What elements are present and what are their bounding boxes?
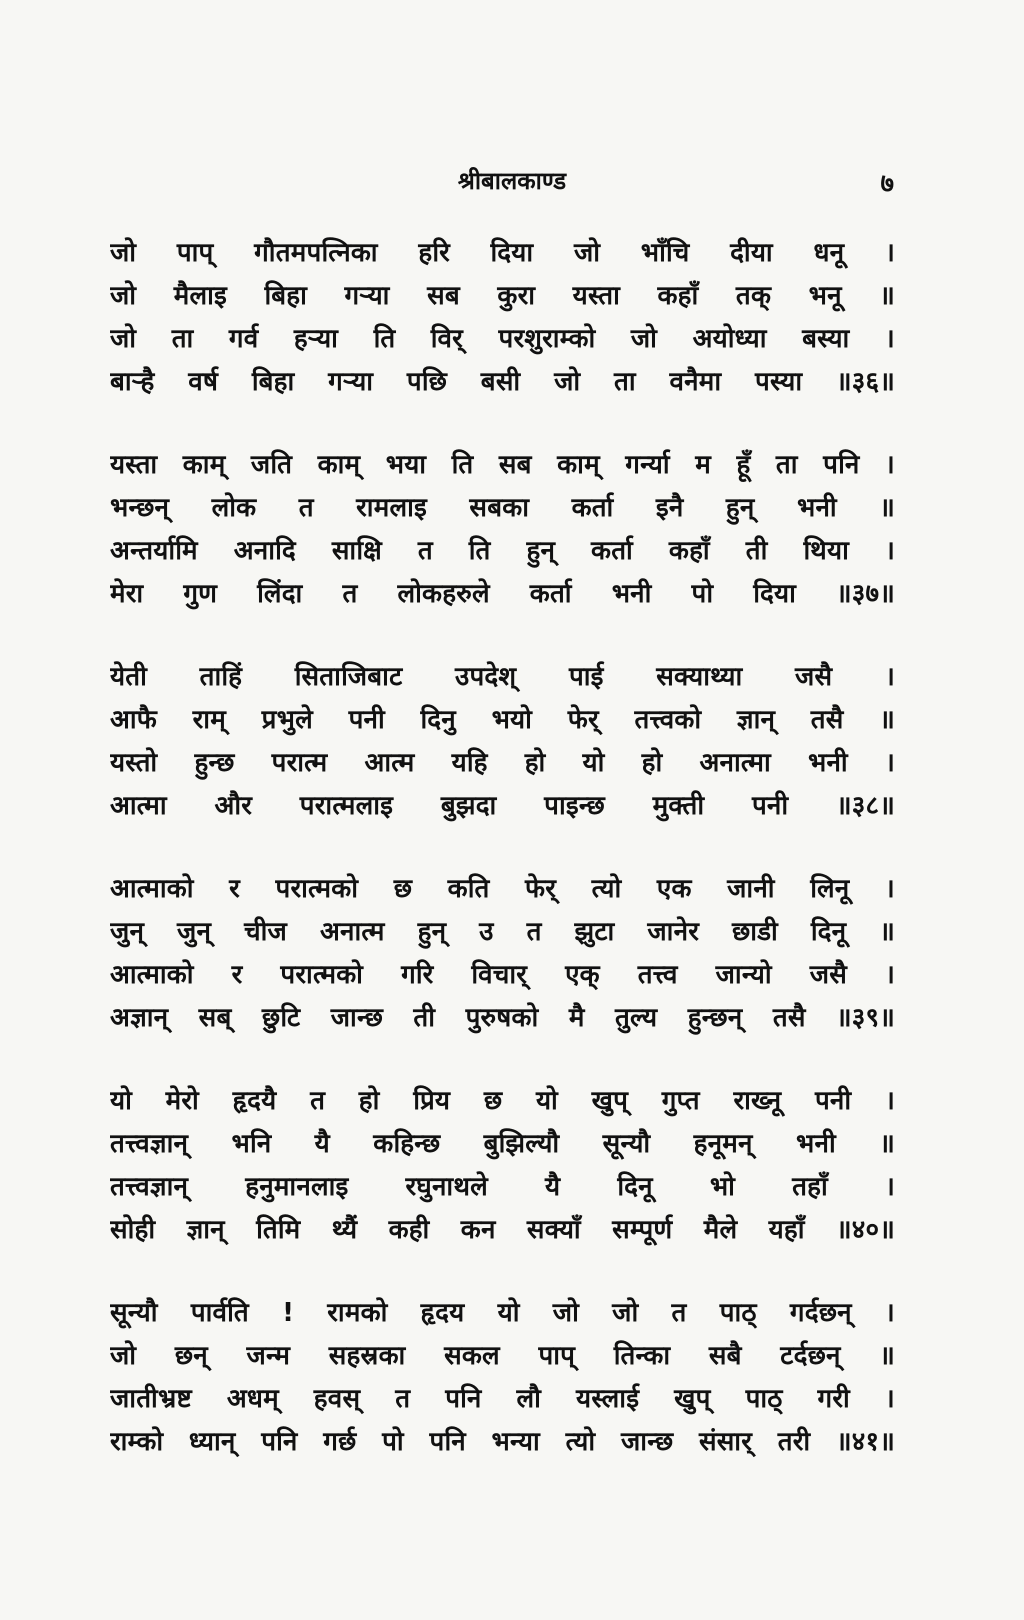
verse-line: तत्त्वज्ञान् हनुमानलाइ रघुनाथले यै दिनू भो तहाँ ।: [110, 1172, 895, 1202]
verse-line: येती ताहिं सिताजिबाट उपदेश् पाई सक्याथ्या जसै ।: [110, 662, 895, 692]
verse-line: राम्को ध्यान् पनि गर्छ पो पनि भन्या त्यो जान्छ संसार् तरी ॥४१॥: [110, 1427, 895, 1457]
verse-line: जो पाप् गौतमपत्निका हरि दिया जो भाँचि दीया धनू ।: [110, 238, 895, 268]
page-number: ७: [880, 169, 894, 199]
verse-line: जुन् जुन् चीज अनात्म हुन् उ त झुटा जानेर छाडी दिनू ॥: [110, 917, 895, 947]
verse-line: यस्तो हुन्छ परात्म आत्म यहि हो यो हो अनात्मा भनी ।: [110, 748, 895, 778]
verse-line: आफै राम् प्रभुले पनी दिनु भयो फेर् तत्त्वको ज्ञान् तसै ॥: [110, 705, 895, 735]
verse-line: आत्मा और परात्मलाइ बुझदा पाइन्छ मुक्ती पनी ॥३८॥: [110, 791, 895, 821]
page-title: श्रीबालकाण्ड: [457, 167, 567, 195]
verse-line: बाऱ्है वर्ष बिहा गऱ्या पछि बसी जो ता वनैमा पस्या ॥३६॥: [110, 367, 895, 397]
verse-line: जो छन् जन्म सहस्रका सकल पाप् तिन्का सबै टर्दछन् ॥: [110, 1341, 895, 1371]
verse-line: जो ता गर्व हऱ्या ति विर् परशुराम्को जो अयोध्या बस्या ।: [110, 324, 895, 354]
page-header: [0, 160, 1024, 200]
stanza-39: [110, 868, 895, 1040]
stanza-38: [110, 656, 895, 828]
stanza-40: [110, 1080, 895, 1252]
stanza-37: [110, 444, 895, 616]
stanza-41: [110, 1292, 895, 1464]
verse-line: सून्यौ पार्वति ! रामको हृदय यो जो जो त पाठ् गर्दछन् ।: [110, 1298, 895, 1328]
verse-line: मेरा गुण लिंदा त लोकहरुले कर्ता भनी पो दिया ॥३७॥: [110, 579, 895, 609]
verse-line: अज्ञान् सब् छुटि जान्छ ती पुरुषको मै तुल्य हुन्छन् तसै ॥३९॥: [110, 1003, 895, 1033]
verse-line: आत्माको र परात्मको छ कति फेर् त्यो एक जानी लिनू ।: [110, 874, 895, 904]
verse-line: भन्छन् लोक त रामलाइ सबका कर्ता इनै हुन् भनी ॥: [110, 493, 895, 523]
verse-line: जो मैलाइ बिहा गऱ्या सब कुरा यस्ता कहाँ तक् भनू ॥: [110, 281, 895, 311]
verse-line: तत्त्वज्ञान् भनि यै कहिन्छ बुझिल्यौ सून्यौ हनूमन् भनी ॥: [110, 1129, 895, 1159]
verse-body: [110, 232, 895, 1504]
verse-line: सोही ज्ञान् तिमि थ्यैं कही कन सक्याँ सम्पूर्ण मैले यहाँ ॥४०॥: [110, 1215, 895, 1245]
verse-line: यो मेरो हृदयै त हो प्रिय छ यो खुप् गुप्त राख्नू पनी ।: [110, 1086, 895, 1116]
stanza-36: [110, 232, 895, 404]
verse-line: आत्माको र परात्मको गरि विचार् एक् तत्त्व जान्यो जसै ।: [110, 960, 895, 990]
verse-line: जातीभ्रष्ट अधम् हवस् त पनि लौ यस्लाई खुप् पाठ् गरी ।: [110, 1384, 895, 1414]
verse-line: अन्तर्यामि अनादि साक्षि त ति हुन् कर्ता कहाँ ती थिया ।: [110, 536, 895, 566]
verse-line: यस्ता काम् जति काम् भया ति सब काम् गर्न्या म हूँ ता पनि ।: [110, 450, 895, 480]
